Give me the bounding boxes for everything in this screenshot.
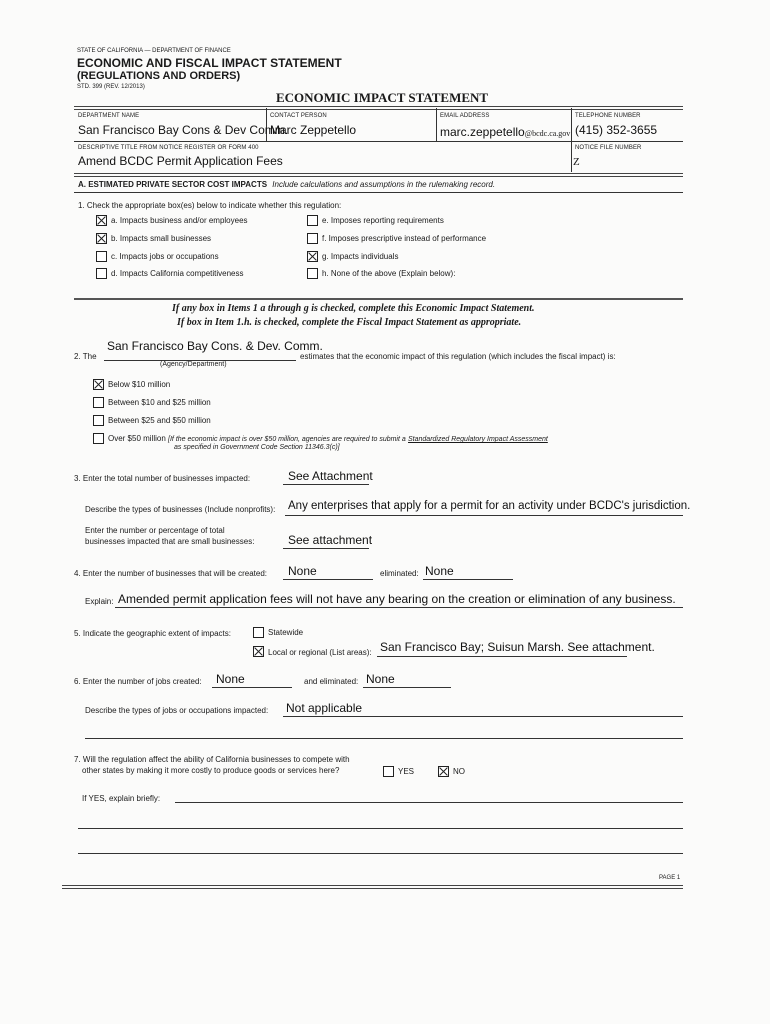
q4-created-value[interactable]: None	[288, 564, 317, 578]
q6-types-line	[283, 716, 683, 717]
q6-types-line-2	[85, 738, 683, 739]
q6-eliminated-label: and eliminated:	[304, 677, 359, 686]
q4-eliminated-value[interactable]: None	[425, 564, 454, 578]
q2-over-50m-checkbox[interactable]	[93, 433, 104, 444]
footer-rule	[62, 885, 683, 889]
q2-over-50m-note: [If the economic impact is over $50 million, agencies are required to submit a	[168, 436, 406, 443]
q6-prompt: 6. Enter the number of jobs created:	[74, 677, 202, 686]
q7-yes-label: YES	[398, 767, 415, 776]
q7-yes-checkbox[interactable]	[383, 766, 394, 777]
q2-below-10m-checkbox[interactable]	[93, 379, 104, 390]
q7-prompt-1: 7. Will the regulation affect the ability of California businesses to compete with	[74, 755, 350, 764]
q6-eliminated-value[interactable]: None	[366, 672, 395, 686]
q3-types-line	[285, 515, 683, 516]
q4-eliminated-label: eliminated:	[380, 569, 419, 578]
q3-types-value[interactable]: Any enterprises that apply for a permit for an activity under BCDC's jurisdiction.	[288, 500, 691, 512]
q1-option-h-checkbox[interactable]	[307, 268, 318, 279]
page-number: PAGE 1	[659, 875, 681, 881]
q2-25-50m-label: Between $25 and $50 million	[108, 416, 211, 425]
q7-explain-line-3[interactable]	[78, 853, 683, 854]
q4-eliminated-line	[423, 579, 513, 580]
q6-types-value[interactable]: Not applicable	[286, 701, 363, 715]
q2-agency-value[interactable]: San Francisco Bay Cons. & Dev. Comm.	[107, 339, 323, 353]
q3-types-prompt: Describe the types of businesses (Include nonprofits):	[85, 505, 276, 514]
q7-prompt-2: other states by making it more costly to produce goods or services here?	[82, 766, 340, 775]
q3-line	[283, 484, 369, 485]
email-user: marc.zeppetello	[440, 125, 525, 139]
center-title: ECONOMIC IMPACT STATEMENT	[276, 90, 489, 105]
q1-option-d-label: d. Impacts California competitiveness	[111, 269, 244, 278]
q1-option-h-label: h. None of the above (Explain below):	[322, 269, 456, 278]
q7-explain-line-2[interactable]	[78, 828, 683, 829]
table-divider	[571, 108, 572, 172]
contact-value[interactable]: Marc Zeppetello	[270, 123, 357, 137]
q1-option-c-checkbox[interactable]	[96, 251, 107, 262]
q3-small-line	[283, 548, 369, 549]
q4-explain-value[interactable]: Amended permit application fees will not have any bearing on the creation or elimination of any business.	[118, 592, 676, 606]
q5-statewide-checkbox[interactable]	[253, 627, 264, 638]
q1-option-g-label: g. Impacts individuals	[322, 252, 399, 261]
q6-created-value[interactable]: None	[216, 672, 245, 686]
desc-label: DESCRIPTIVE TITLE FROM NOTICE REGISTER OR FORM 400	[78, 145, 259, 151]
q1-prompt: 1. Check the appropriate box(es) below to indicate whether this regulation:	[78, 201, 342, 210]
form-number: STD. 399 (REV. 12/2013)	[77, 84, 145, 90]
q5-local-label: Local or regional (List areas):	[268, 648, 372, 657]
phone-value[interactable]: (415) 352-3655	[575, 123, 658, 137]
instruction-line-2: If box in Item 1.h. is checked, complete the Fiscal Impact Statement as appropriate.	[177, 317, 522, 328]
q1-option-e-label: e. Imposes reporting requirements	[322, 216, 444, 225]
q2-prefix: 2. The	[74, 352, 97, 361]
q2-10-25m-label: Between $10 and $25 million	[108, 398, 211, 407]
q7-no-label: NO	[453, 767, 465, 776]
q1-rule	[74, 298, 683, 300]
q4-prompt: 4. Enter the number of businesses that will be created:	[74, 569, 267, 578]
email-value[interactable]	[440, 123, 570, 141]
q4-explain-line	[115, 607, 683, 608]
q5-prompt: 5. Indicate the geographic extent of impacts:	[74, 629, 231, 638]
q6-types-prompt: Describe the types of jobs or occupations impacted:	[85, 706, 269, 715]
q4-created-line	[283, 579, 373, 580]
section-a-bottom-rule	[74, 192, 683, 193]
q7-explain-line-1[interactable]	[175, 802, 683, 803]
q2-over-50m-label	[108, 434, 548, 443]
contact-label: CONTACT PERSON	[270, 113, 327, 119]
q2-25-50m-checkbox[interactable]	[93, 415, 104, 426]
q1-option-e-checkbox[interactable]	[307, 215, 318, 226]
section-a-top-rule	[74, 173, 683, 177]
q3-small-prompt-1: Enter the number or percentage of total	[85, 526, 225, 535]
q1-option-f-checkbox[interactable]	[307, 233, 318, 244]
q1-option-g-checkbox[interactable]	[307, 251, 318, 262]
form-subtitle: (REGULATIONS AND ORDERS)	[77, 70, 241, 82]
q3-small-prompt-2: businesses impacted that are small businesses:	[85, 537, 255, 546]
dept-value[interactable]: San Francisco Bay Cons & Dev Comm.	[78, 123, 289, 137]
q7-no-checkbox[interactable]	[438, 766, 449, 777]
phone-label: TELEPHONE NUMBER	[575, 113, 641, 119]
q1-option-f-label: f. Imposes prescriptive instead of performance	[322, 234, 487, 243]
table-divider	[436, 108, 437, 142]
q1-option-c-label: c. Impacts jobs or occupations	[111, 252, 219, 261]
q1-option-a-label: a. Impacts business and/or employees	[111, 216, 248, 225]
agency-line: STATE OF CALIFORNIA — DEPARTMENT OF FINANCE	[77, 48, 231, 54]
email-label: EMAIL ADDRESS	[440, 113, 490, 119]
q2-10-25m-checkbox[interactable]	[93, 397, 104, 408]
section-a-title: A. ESTIMATED PRIVATE SECTOR COST IMPACTS	[78, 180, 268, 189]
section-a-note: Include calculations and assumptions in the rulemaking record.	[272, 180, 496, 189]
desc-value[interactable]: Amend BCDC Permit Application Fees	[78, 154, 283, 168]
q1-option-a-checkbox[interactable]	[96, 215, 107, 226]
dept-label: DEPARTMENT NAME	[78, 113, 140, 119]
email-domain: @bcdc.ca.gov	[524, 129, 571, 138]
sria-link[interactable]: Standardized Regulatory Impact Assessment	[408, 436, 548, 443]
q2-below-10m-label: Below $10 million	[108, 380, 171, 389]
q1-option-b-checkbox[interactable]	[96, 233, 107, 244]
instruction-line-1: If any box in Items 1 a through g is checked, complete this Economic Impact Statement.	[172, 303, 535, 314]
q2-agency-caption: (Agency/Department)	[160, 361, 227, 368]
q5-local-checkbox[interactable]	[253, 646, 264, 657]
section-a-heading	[78, 180, 495, 189]
table-top-rule	[74, 106, 683, 110]
notice-label: NOTICE FILE NUMBER	[575, 145, 642, 151]
q3-prompt: 3. Enter the total number of businesses impacted:	[74, 474, 251, 483]
q2-suffix: estimates that the economic impact of this regulation (which includes the fiscal impact) is:	[300, 352, 616, 361]
q5-local-line	[377, 656, 627, 657]
q6-created-line	[212, 687, 292, 688]
q4-explain-label: Explain:	[85, 597, 114, 606]
q3-value[interactable]: See Attachment	[288, 469, 373, 483]
form-title: ECONOMIC AND FISCAL IMPACT STATEMENT	[77, 56, 342, 70]
table-row-rule	[74, 141, 683, 142]
q6-eliminated-line	[363, 687, 451, 688]
q3-small-value[interactable]: See attachment	[288, 533, 373, 547]
q5-local-value[interactable]: San Francisco Bay; Suisun Marsh. See attachment.	[380, 640, 655, 654]
q2-over-50m-note-2: as specified in Government Code Section 11346.3(c)]	[174, 444, 340, 451]
q7-explain-label: If YES, explain briefly:	[82, 794, 161, 803]
q1-option-d-checkbox[interactable]	[96, 268, 107, 279]
q2-over-50m-text: Over $50 million	[108, 434, 166, 443]
q1-option-b-label: b. Impacts small businesses	[111, 234, 212, 243]
notice-value[interactable]: Z	[573, 156, 580, 168]
q5-statewide-label: Statewide	[268, 628, 304, 637]
